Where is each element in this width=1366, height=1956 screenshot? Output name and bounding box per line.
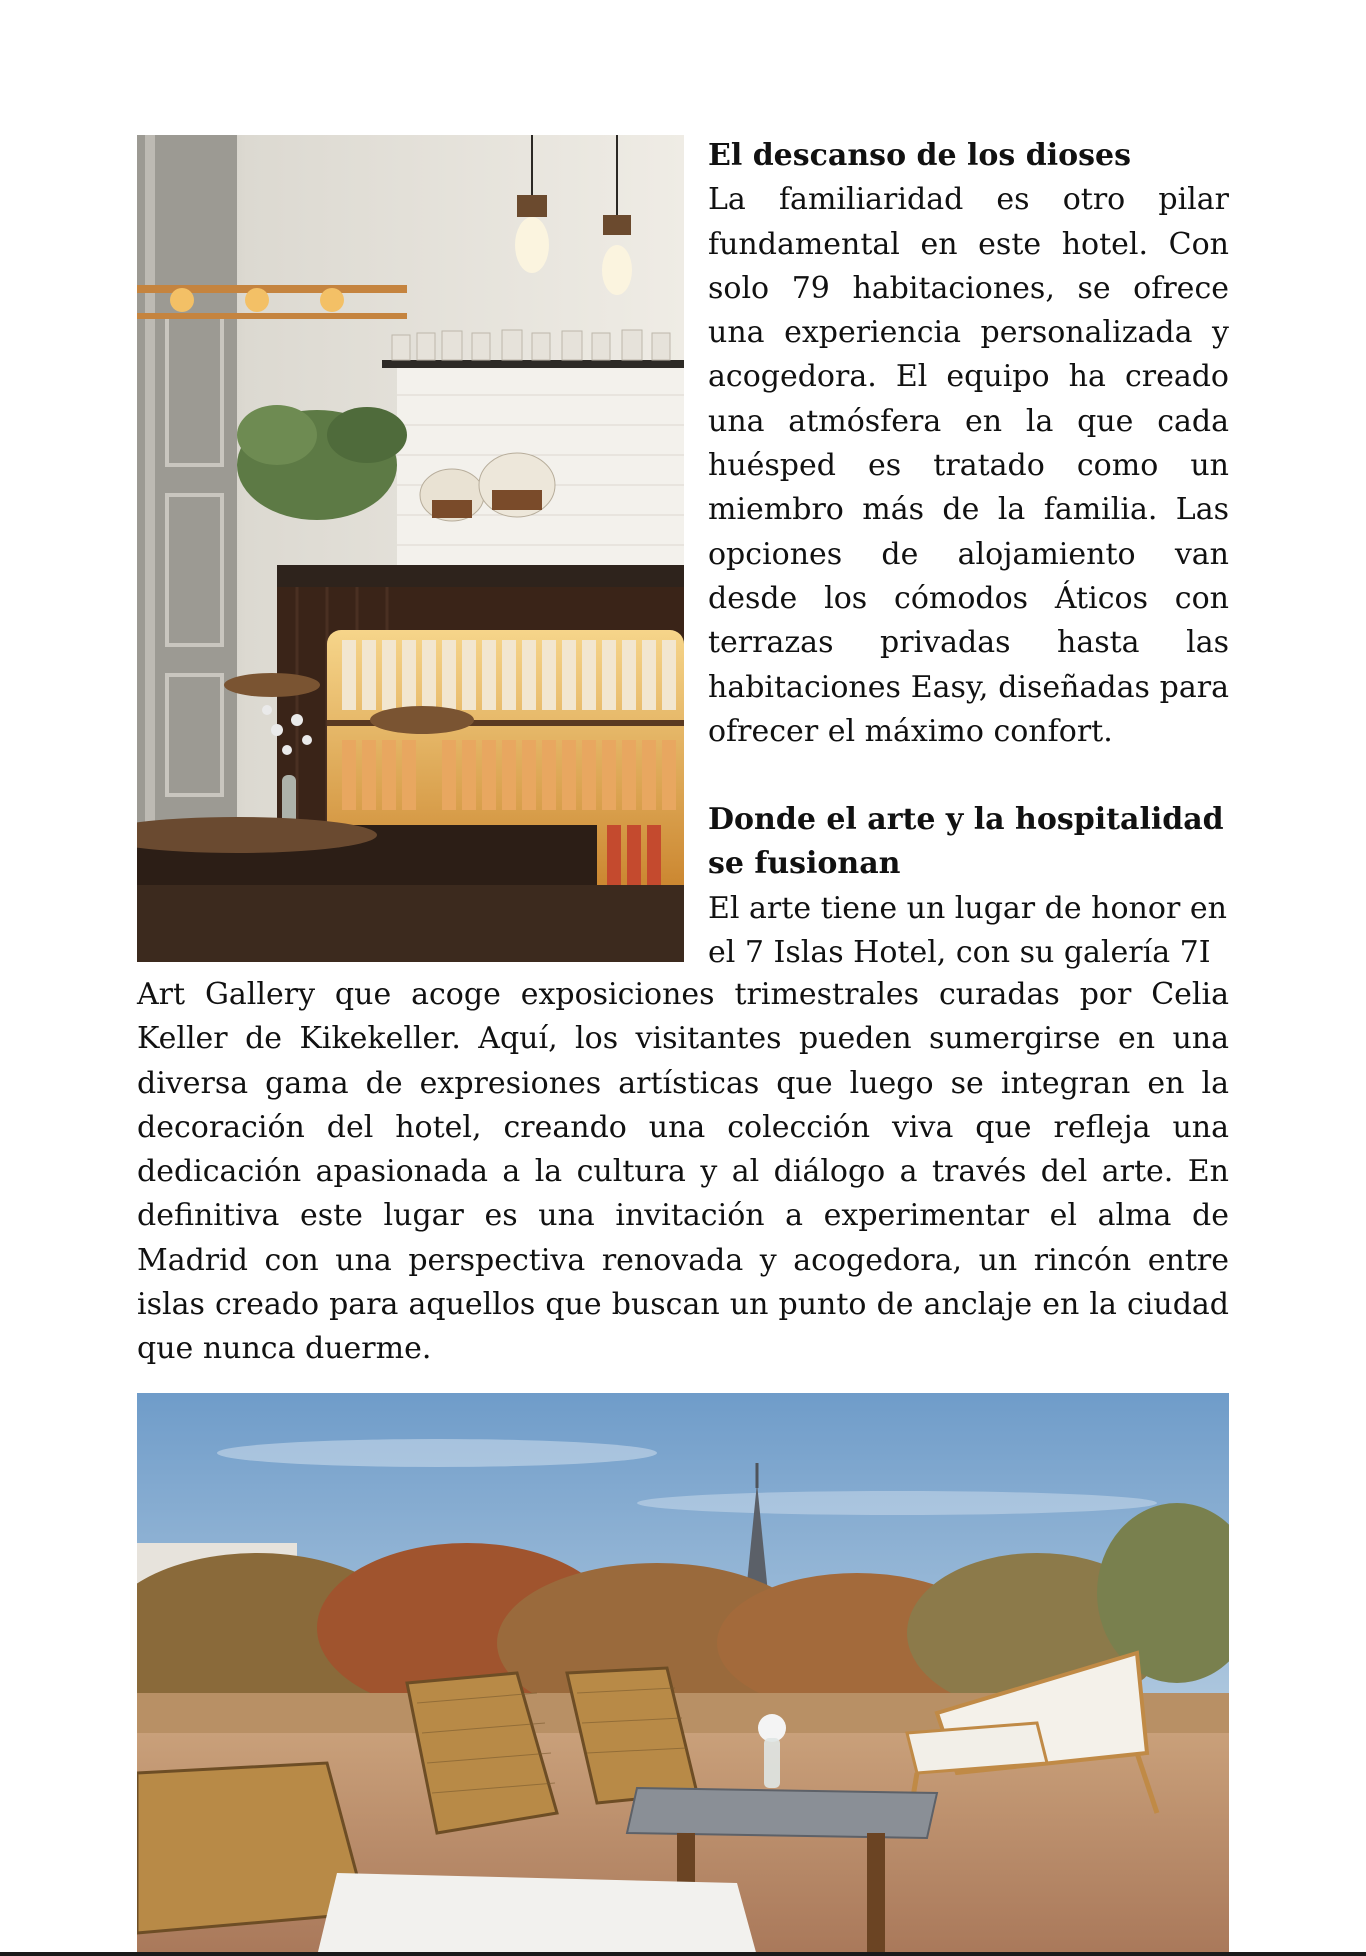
section-body-arte-cont: Art Gallery que acoge exposiciones trimestrales curadas por Celia Keller de Kikekeller. Aquí, los visitantes pueden sumergirse en una diversa gama de expresiones artísticas que luego se integran en la decoración del hotel, creando una colección viva que refleja una dedicación apasionada a la cultura y al diálogo a través del arte. En definitiva este lugar es una invitación a experimentar el alma de Madrid con una perspectiva renovada y acogedora, un rincón entre islas creado para aquellos que buscan un punto de anclaje en la ciudad que nunca duerme. (137, 977, 1229, 1367)
section-body-descanso: La familiaridad es otro pilar fundamental en este hotel. Con solo 79 habitaciones, se ofrece una experiencia personalizada y acogedora. El equipo ha creado una atmósfera en la que cada huésped es tratado como un miembro más de la familia. Las opciones de alojamiento van desde los cómodos Áticos con terrazas privadas hasta las habitaciones Easy, diseñadas para ofrecer el máximo confort. (708, 182, 1229, 749)
sidebar-column-text (708, 134, 1229, 975)
section-heading-descanso: El descanso de los dioses (708, 138, 1132, 173)
section-body-arte-start: El arte tiene un lugar de honor en el 7 Islas Hotel, con su galería 7I (708, 890, 1227, 971)
section-heading-arte: Donde el arte y la hospitalidad se fusionan (708, 802, 1224, 882)
full-width-text (137, 973, 1229, 1372)
page-bottom-rule (0, 1952, 1366, 1956)
bar-interior-photo (137, 135, 684, 962)
rooftop-terrace-photo (137, 1393, 1229, 1956)
